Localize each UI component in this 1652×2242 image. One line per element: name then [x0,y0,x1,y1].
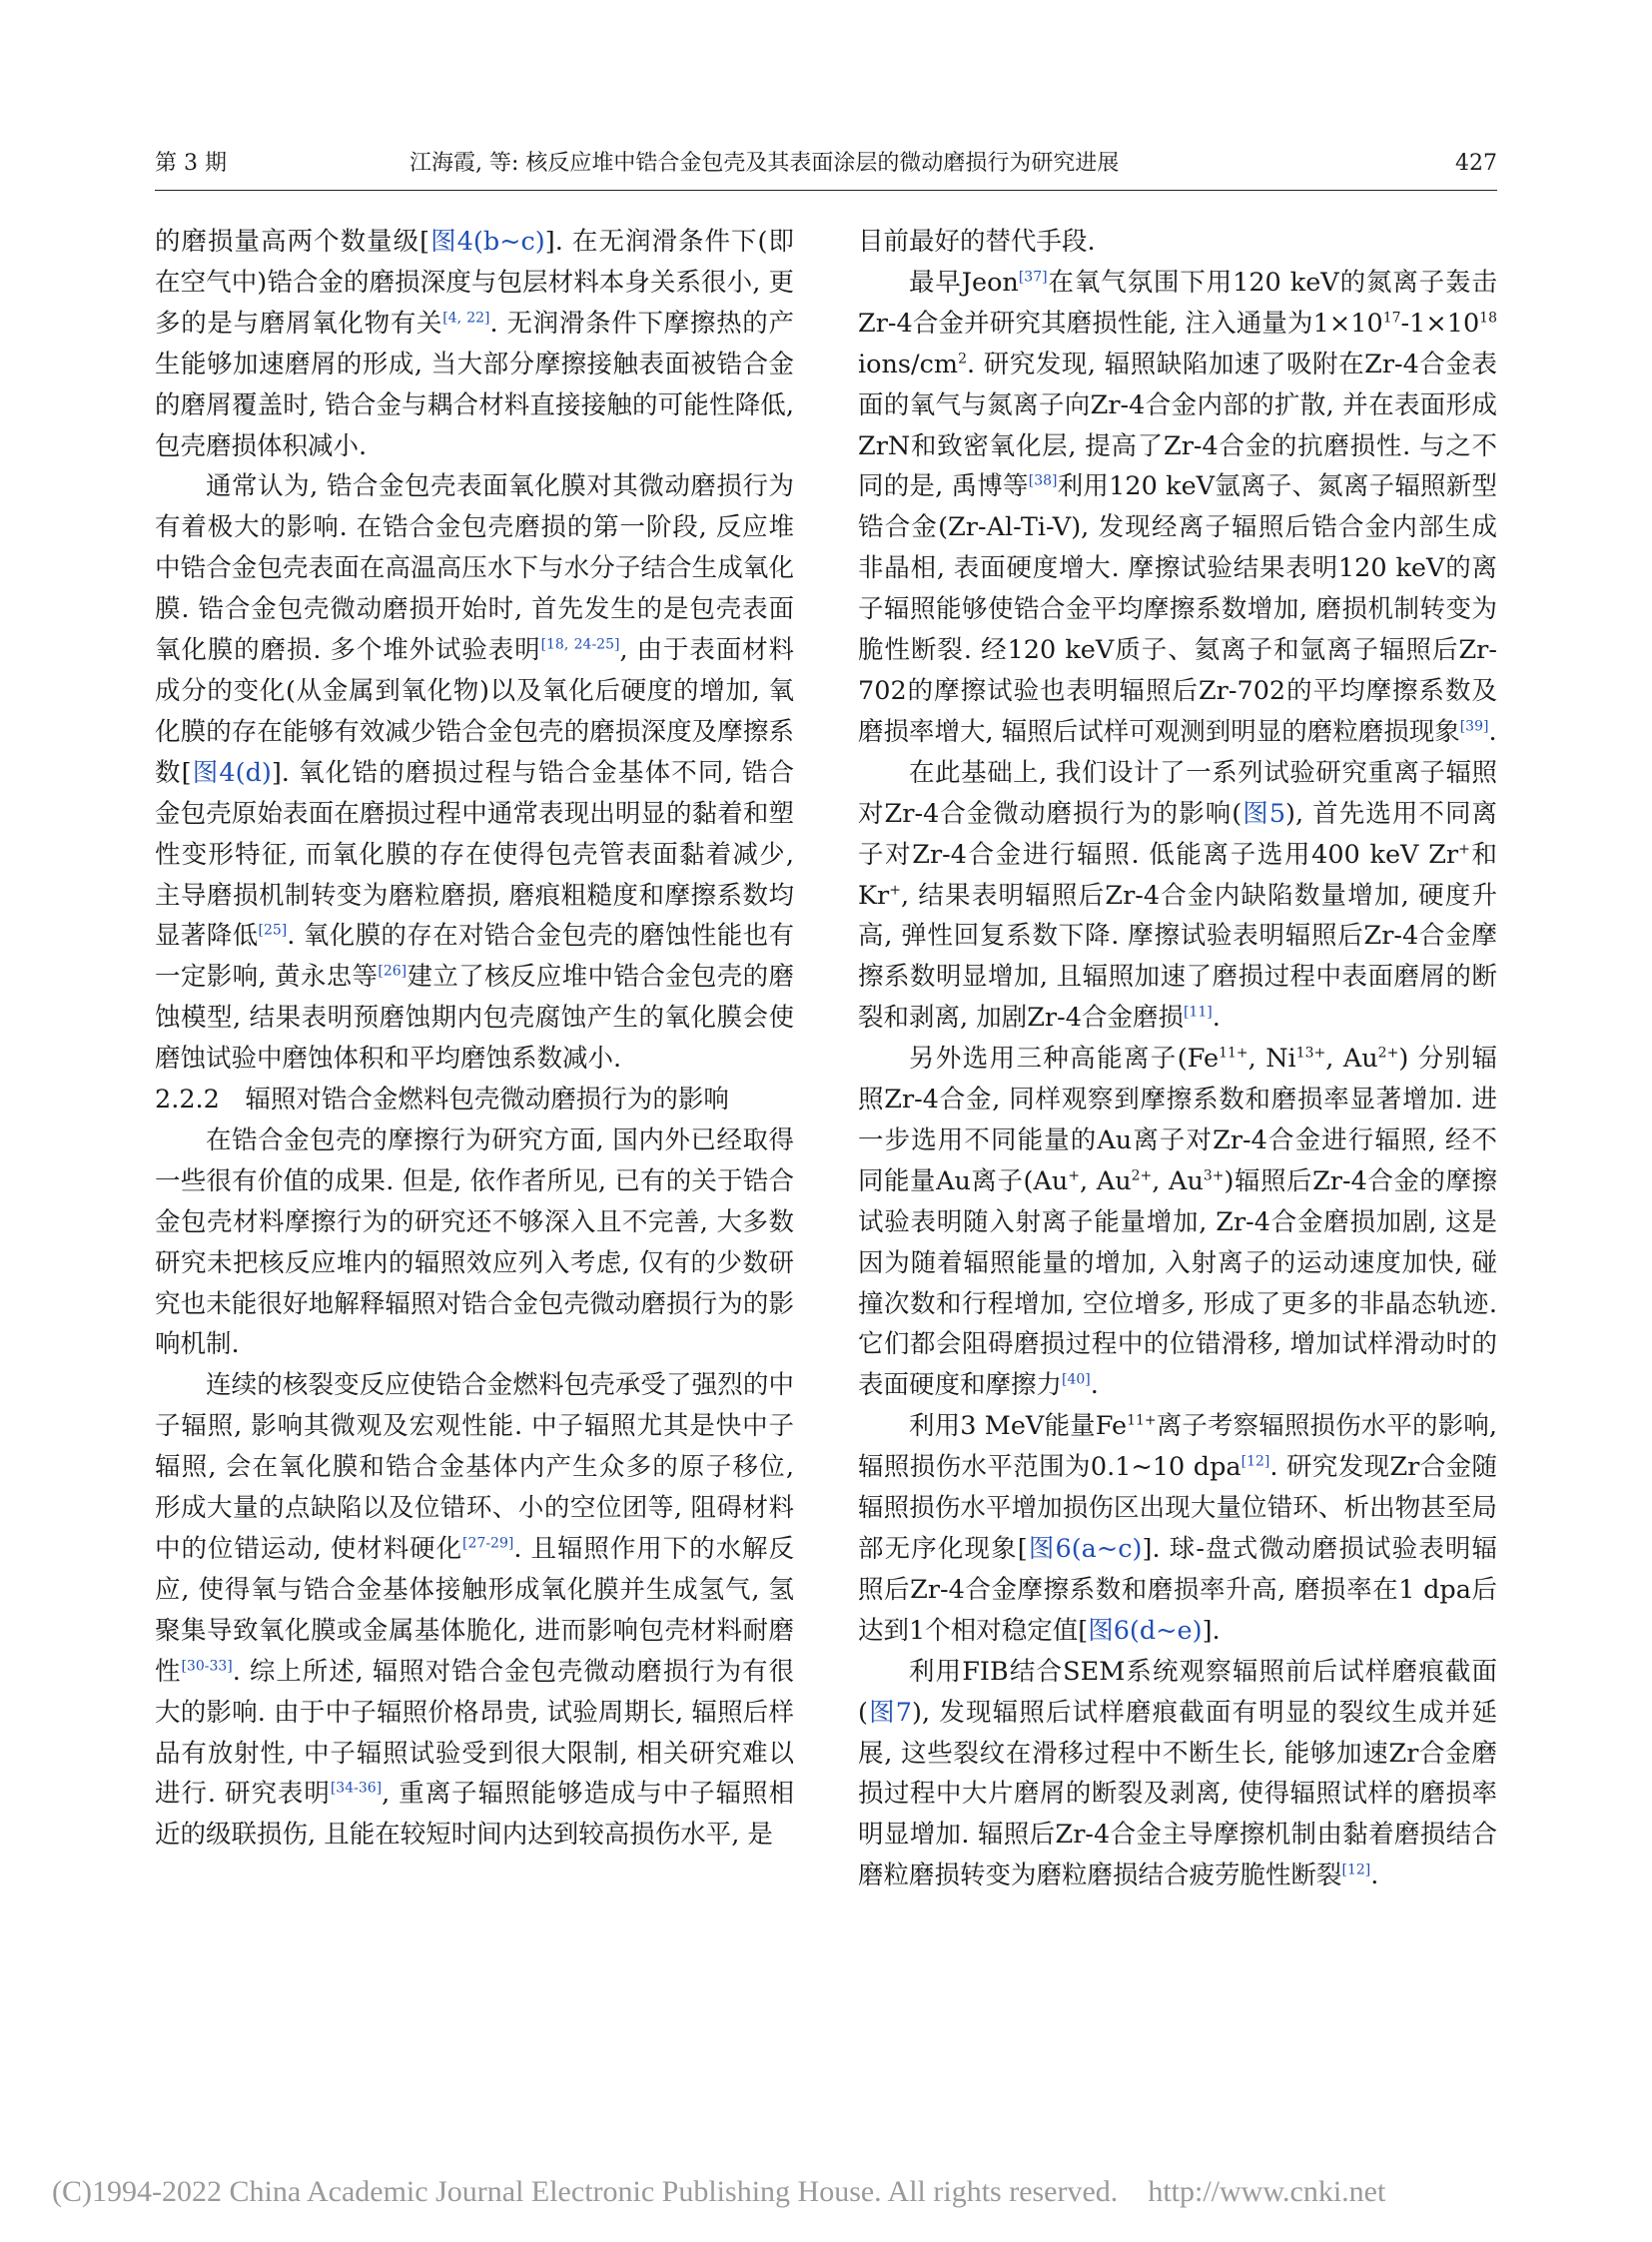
paragraph: 最早Jeon[37]在氧气氛围下用120 keV的氮离子轰击Zr-4合金并研究其磨损性能, 注入通量为$1\times 10^{17}-1\times 10^{18}$ ions/$cm^2$. 研究发现, 辐照缺陷加速了吸附在Zr-4合金表面的氧气与氮离子向Zr-4合金内部的扩散, 并在表面形成ZrN和致密氧化层, 提高了Zr-4合金的抗磨损性. 与之不同的是, 禹博等[38]利用120 keV氩离子、氮离子辐照新型锆合金(Zr-Al-Ti-V), 发现经离子辐照后锆合金内部生成非晶相, 表面硬度增大. 摩擦试验结果表明120 keV的离子辐照能够使锆合金平均摩擦系数增加, 磨损机制转变为脆性断裂. 经120 keV质子、氦离子和氩离子辐照后Zr-702的摩擦试验也表明辐照后Zr-702的平均摩擦系数及磨损率增大, 辐照后试样可观测到明显的磨粒磨损现象[39]. [858,267,1497,747]
figure-link[interactable]: 图4(d) [191,757,272,788]
left-column [155,222,794,1856]
figure-link[interactable]: 图6(d~e) [1088,1615,1203,1646]
paragraph: 在此基础上, 我们设计了一系列试验研究重离子辐照对Zr-4合金微动磨损行为的影响(图5), 首先选用不同离子对Zr-4合金进行辐照. 低能离子选用400 keV Zr+和Kr+, 结果表明辐照后Zr-4合金内缺陷数量增加, 硬度升高, 弹性回复系数下降. 摩擦试验表明辐照后Zr-4合金摩擦系数明显增加, 且辐照加速了磨损过程中表面磨屑的断裂和剥离, 加剧Zr-4合金磨损[11]. [858,757,1497,1034]
figure-link[interactable]: 图4(b~c) [429,227,545,257]
paragraph: 的磨损量高两个数量级[图4(b~c)]. 在无润滑条件下(即在空气中)锆合金的磨损深度与包层材料本身关系很小, 更多的是与磨屑氧化物有关[4, 22]. 无润滑条件下摩擦热的产生能够加速磨屑的形成, 当大部分摩擦接触表面被锆合金的磨屑覆盖时, 锆合金与耦合材料直接接触的可能性降低, 包壳磨损体积减小. [155,227,795,461]
figure-link[interactable]: 图7 [867,1697,912,1728]
paragraph: 利用3 MeV能量$Fe^{11+}$离子考察辐照损伤水平的影响, 辐照损伤水平范围为0.1~10 dpa[12]. 研究发现Zr合金随辐照损伤水平增加损伤区出现大量位错环、析出物甚至局部无序化现象[图6(a~c)]. 球-盘式微动磨损试验表明辐照后Zr-4合金摩擦系数和磨损率升高, 磨损率在1 dpa后达到1个相对稳定值[图6(d~e)]. [858,1411,1497,1646]
figure-link[interactable]: 图5 [1241,798,1286,829]
citation[interactable]: [27-29] [462,1535,514,1552]
issue-number: 第 3 期 [155,151,227,176]
figure-link[interactable]: 图6(a~c) [1027,1534,1143,1564]
running-title: 江海霞, 等: 核反应堆中锆合金包壳及其表面涂层的微动磨损行为研究进展 [410,151,1120,176]
citation[interactable]: [11] [1183,1004,1213,1021]
citation[interactable]: [12] [1240,1453,1270,1470]
paragraph: 另外选用三种高能离子($Fe^{11+}$, $Ni^{13+}$, $Au^{2+}$) 分别辐照Zr-4合金, 同样观察到摩擦系数和磨损率显著增加. 进一步选用不同能量的Au离子对Zr-4合金进行辐照, 经不同能量Au离子(Au+, $Au^{2+}$, $Au^{3+}$)辐照后Zr-4合金的摩擦试验表明随入射离子能量增加, Zr-4合金磨损加剧, 这是因为随着辐照能量的增加, 入射离子的运动速度加快, 碰撞次数和行程增加, 空位增多, 形成了更多的非晶态轨迹. 它们都会阻碍磨损过程中的位错滑移, 增加试样滑动时的表面硬度和摩擦力[40]. [858,1044,1497,1401]
citation[interactable]: [4, 22] [442,310,490,327]
page-number: 427 [1455,151,1497,176]
right-column [858,222,1497,1896]
citation[interactable]: [39] [1459,718,1489,735]
header-rule [155,190,1497,191]
copyright-footer [52,2175,1385,2209]
citation[interactable]: [37] [1018,269,1048,286]
citation[interactable]: [12] [1341,1862,1371,1878]
citation[interactable]: [25] [258,922,288,939]
paragraph: 通常认为, 锆合金包壳表面氧化膜对其微动磨损行为有着极大的影响. 在锆合金包壳磨损的第一阶段, 反应堆中锆合金包壳表面在高温高压水下与水分子结合生成氧化膜. 锆合金包壳微动磨损开始时, 首先发生的是包壳表面氧化膜的磨损. 多个堆外试验表明[18, 24-25], 由于表面材料成分的变化(从金属到氧化物)以及氧化后硬度的增加, 氧化膜的存在能够有效减少锆合金包壳的磨损深度及摩擦系数[图4(d)]. 氧化锆的磨损过程与锆合金基体不同, 锆合金包壳原始表面在磨损过程中通常表现出明显的黏着和塑性变形特征, 而氧化膜的存在使得包壳管表面黏着减少, 主导磨损机制转变为磨粒磨损, 磨痕粗糙度和摩擦系数均显著降低[25]. 氧化膜的存在对锆合金包壳的磨蚀性能也有一定影响, 黄永忠等[26]建立了核反应堆中锆合金包壳的磨蚀模型, 结果表明预磨蚀期内包壳腐蚀产生的氧化膜会使磨蚀试验中磨蚀体积和平均磨蚀系数减小. [155,471,795,1075]
citation[interactable]: [18, 24-25] [540,636,620,653]
paragraph: 在锆合金包壳的摩擦行为研究方面, 国内外已经取得一些很有价值的成果. 但是, 依作者所见, 已有的关于锆合金包壳材料摩擦行为的研究还不够深入且不完善, 大多数研究未把核反应堆内的辐照效应列入考虑, 仅有的少数研究也未能很好地解释辐照对锆合金包壳微动磨损行为的影响机制. [155,1124,794,1360]
paragraph: 连续的核裂变反应使锆合金燃料包壳承受了强烈的中子辐照, 影响其微观及宏观性能. 中子辐照尤其是快中子辐照, 会在氧化膜和锆合金基体内产生众多的原子移位, 形成大量的点缺陷以及位错环、小的空位团等, 阻碍材料中的位错运动, 使材料硬化[27-29]. 且辐照作用下的水解反应, 使得氧与锆合金基体接触形成氧化膜并生成氢气, 氢聚集导致氧化膜或金属基体脆化, 进而影响包壳材料耐磨性[30-33]. 综上所述, 辐照对锆合金包壳微动磨损行为有很大的影响. 由于中子辐照价格昂贵, 试验周期长, 辐照后样品有放射性, 中子辐照试验受到很大限制, 相关研究难以进行. 研究表明[34-36], 重离子辐照能够造成与中子辐照相近的级联损伤, 且能在较短时间内达到较高损伤水平, 是 [155,1370,794,1851]
citation[interactable]: [40] [1062,1371,1091,1388]
cnki-link[interactable]: http://www.cnki.net [1148,2175,1386,2208]
citation[interactable]: [38] [1028,472,1058,489]
running-header [155,148,1497,188]
paragraph: 目前最好的替代手段. [858,227,1096,257]
citation[interactable]: [26] [378,963,408,980]
section-heading: 2.2.2 辐照对锆合金燃料包壳微动磨损行为的影响 [155,1085,729,1116]
copyright-text: (C)1994-2022 China Academic Journal Electronic Publishing House. All rights reserved. [52,2175,1119,2208]
citation[interactable]: [30-33] [181,1658,233,1675]
citation[interactable]: [34-36] [330,1780,383,1797]
paragraph: 利用FIB结合SEM系统观察辐照前后试样磨痕截面 (图7), 发现辐照后试样磨痕截面有明显的裂纹生成并延展, 这些裂纹在滑移过程中不断生长, 能够加速Zr合金磨损过程中大片磨屑的断裂及剥离, 使得辐照试样的磨损率明显增加. 辐照后Zr-4合金主导摩擦机制由黏着磨损结合磨粒磨损转变为磨粒磨损结合疲劳脆性断裂[12]. [858,1656,1497,1891]
